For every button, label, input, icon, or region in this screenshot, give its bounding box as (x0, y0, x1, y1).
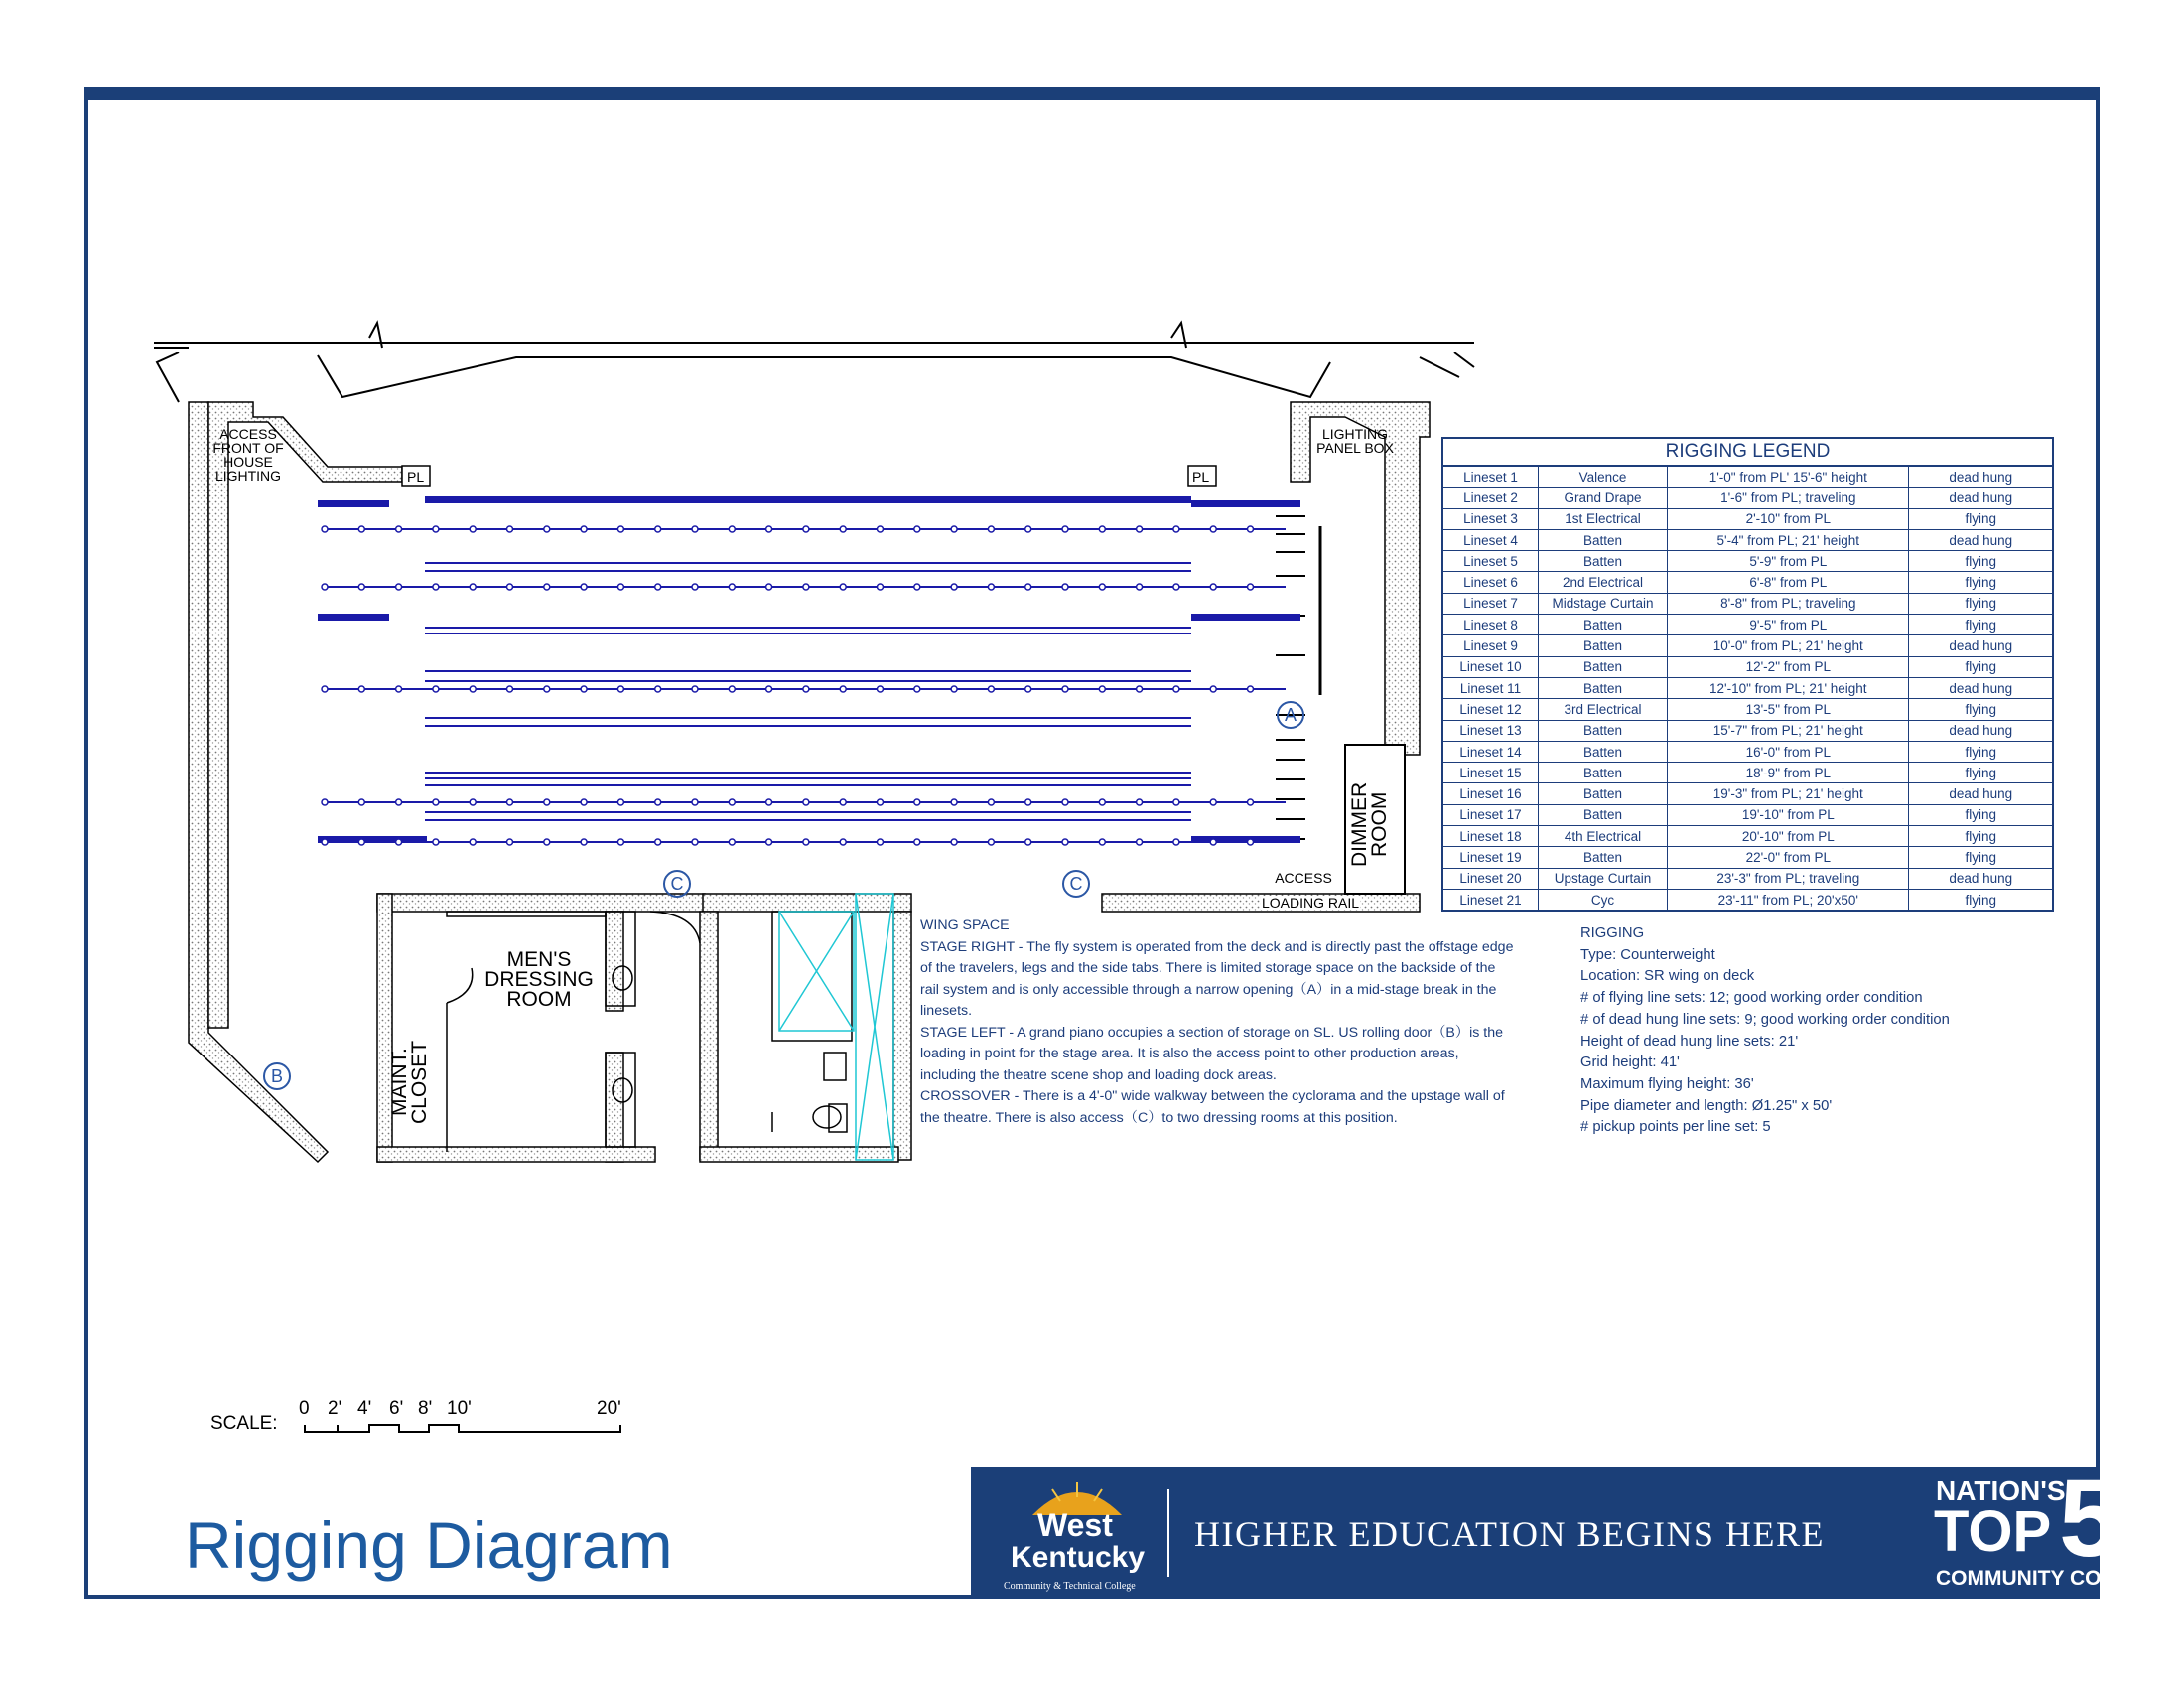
legend-lineset: Lineset 21 (1442, 889, 1538, 911)
pickup-point (1099, 799, 1105, 805)
legend-row (1442, 720, 2053, 741)
legend-distance: 16'-0" from PL (1668, 741, 1909, 762)
pickup-point (396, 584, 402, 590)
legend-distance: 15'-7" from PL; 21' height (1668, 720, 1909, 741)
pickup-point (988, 526, 994, 532)
legend-row (1442, 466, 2053, 488)
scale-tick-8: 8' (418, 1398, 433, 1419)
pickup-point (988, 686, 994, 692)
legend-item: 2nd Electrical (1538, 572, 1667, 593)
legend-type: flying (1909, 826, 2053, 847)
pickup-point (655, 526, 661, 532)
legend-distance: 19'-3" from PL; 21' height (1668, 783, 1909, 804)
legend-item: Batten (1538, 677, 1667, 698)
legend-distance: 22'-0" from PL (1668, 847, 1909, 868)
pickup-point (1137, 799, 1143, 805)
legend-row (1442, 593, 2053, 614)
pickup-point (766, 686, 772, 692)
pickup-point (1248, 584, 1254, 590)
legend-lineset: Lineset 8 (1442, 615, 1538, 635)
legend-type: dead hung (1909, 783, 2053, 804)
legend-lineset: Lineset 19 (1442, 847, 1538, 868)
midstage-band-right (1191, 614, 1300, 621)
pickup-point (951, 799, 957, 805)
legend-item: 4th Electrical (1538, 826, 1667, 847)
rigging-spec-pipe: Pipe diameter and length: Ø1.25" x 50' (1580, 1097, 1833, 1114)
legend-type: flying (1909, 551, 2053, 572)
pickup-point (729, 686, 735, 692)
legend-type: dead hung (1909, 635, 2053, 656)
valence-band-right (1191, 500, 1300, 507)
pickup-point (581, 526, 587, 532)
pickup-point (1025, 526, 1031, 532)
legend-item: Cyc (1538, 889, 1667, 911)
legend-row (1442, 763, 2053, 783)
dimmer-room-label: DIMMER ROOM (1348, 781, 1391, 867)
legend-row (1442, 783, 2053, 804)
legend-lineset: Lineset 15 (1442, 763, 1538, 783)
pickup-point (470, 526, 476, 532)
legend-row (1442, 826, 2053, 847)
pickup-point (1137, 526, 1143, 532)
pickup-point (988, 584, 994, 590)
legend-row (1442, 804, 2053, 825)
pickup-point (358, 799, 364, 805)
legend-type: flying (1909, 699, 2053, 720)
legend-lineset: Lineset 20 (1442, 868, 1538, 889)
scale-tick-4: 4' (357, 1398, 372, 1419)
pickup-point (1137, 686, 1143, 692)
pickup-point (655, 686, 661, 692)
pickup-point (1099, 839, 1105, 845)
wing-space-notes (920, 915, 1516, 1129)
pickup-point (1210, 799, 1216, 805)
legend-distance: 6'-8" from PL (1668, 572, 1909, 593)
legend-type: flying (1909, 741, 2053, 762)
scale-label: SCALE: (210, 1413, 278, 1434)
legend-lineset: Lineset 10 (1442, 656, 1538, 677)
pickup-point (470, 686, 476, 692)
legend-distance: 1'-0" from PL' 15'-6" height (1668, 466, 1909, 488)
pickup-point (433, 839, 439, 845)
stage-left-note: STAGE LEFT - A grand piano occupies a section of storage on SL. US rolling door（B）is the loading in point for the stage area. It is also the access point to other production areas, including the theatre scene shop and loading dock areas. (920, 1024, 1503, 1083)
proscenium-outline (154, 323, 1474, 402)
legend-type: flying (1909, 593, 2053, 614)
linesets-group (318, 496, 1300, 845)
pickup-point (433, 584, 439, 590)
legend-distance: 10'-0" from PL; 21' height (1668, 635, 1909, 656)
pickup-point (1099, 686, 1105, 692)
pickup-point (581, 584, 587, 590)
rigging-legend-heading: RIGGING LEGEND (1442, 438, 2053, 466)
access-foh-label: ACCESS FRONT OF HOUSE LIGHTING (212, 426, 284, 484)
pickup-point (914, 686, 920, 692)
legend-item: Midstage Curtain (1538, 593, 1667, 614)
legend-lineset: Lineset 1 (1442, 466, 1538, 488)
legend-row (1442, 508, 2053, 529)
legend-lineset: Lineset 3 (1442, 508, 1538, 529)
banner-divider (1167, 1489, 1169, 1577)
scale-bar (305, 1425, 620, 1432)
pickup-point (766, 526, 772, 532)
legend-item: 1st Electrical (1538, 508, 1667, 529)
marker-c-left: C (663, 870, 691, 898)
pickup-point (988, 839, 994, 845)
legend-item: Grand Drape (1538, 488, 1667, 508)
pickup-point (617, 584, 623, 590)
banner-tagline: HIGHER EDUCATION BEGINS HERE (1194, 1514, 1825, 1554)
pickup-point (433, 686, 439, 692)
pickup-point (878, 584, 884, 590)
legend-distance: 19'-10" from PL (1668, 804, 1909, 825)
pickup-point (878, 526, 884, 532)
pickup-point (396, 526, 402, 532)
pickup-point (507, 584, 513, 590)
logo-west: West (1037, 1507, 1113, 1543)
pickup-point (878, 686, 884, 692)
legend-type: dead hung (1909, 868, 2053, 889)
legend-row (1442, 635, 2053, 656)
pickup-point (617, 839, 623, 845)
pl-label-left: PL (407, 469, 425, 485)
scale-tick-2: 2' (328, 1398, 342, 1419)
pickup-point (1137, 839, 1143, 845)
legend-row (1442, 868, 2053, 889)
pickup-point (1248, 799, 1254, 805)
valence-band-left (318, 500, 389, 507)
pickup-point (655, 799, 661, 805)
legend-type: flying (1909, 508, 2053, 529)
legend-row (1442, 677, 2053, 698)
pickup-point (1025, 839, 1031, 845)
pickup-point (1173, 839, 1179, 845)
pickup-point (692, 799, 698, 805)
legend-distance: 8'-8" from PL; traveling (1668, 593, 1909, 614)
pickup-point (1025, 584, 1031, 590)
scale-tick-0: 0 (299, 1398, 310, 1419)
pickup-point (1025, 686, 1031, 692)
legend-type: dead hung (1909, 720, 2053, 741)
legend-item: Batten (1538, 783, 1667, 804)
legend-lineset: Lineset 13 (1442, 720, 1538, 741)
legend-item: Batten (1538, 656, 1667, 677)
pickup-point (1173, 799, 1179, 805)
crossover-note: CROSSOVER - There is a 4'-0" wide walkway between the cyclorama and the upstage wall of the theatre. There is also access（C）to two dressing rooms at this position. (920, 1088, 1505, 1126)
pickup-point (655, 839, 661, 845)
pickup-point (617, 686, 623, 692)
pickup-point (322, 526, 328, 532)
pickup-point (617, 526, 623, 532)
pickup-point (988, 799, 994, 805)
legend-row (1442, 572, 2053, 593)
legend-distance: 1'-6" from PL; traveling (1668, 488, 1909, 508)
pickup-point (581, 686, 587, 692)
legend-item: Batten (1538, 847, 1667, 868)
legend-type: dead hung (1909, 466, 2053, 488)
legend-distance: 23'-3" from PL; traveling (1668, 868, 1909, 889)
pickup-point (951, 839, 957, 845)
rigging-spec-pickups: # pickup points per line set: 5 (1580, 1119, 1771, 1136)
legend-item: Batten (1538, 804, 1667, 825)
legend-row (1442, 699, 2053, 720)
loading-rail-label: LOADING RAIL (1261, 895, 1360, 911)
legend-lineset: Lineset 12 (1442, 699, 1538, 720)
marker-a: A (1277, 701, 1304, 729)
legend-item: Batten (1538, 551, 1667, 572)
pickup-point (1210, 686, 1216, 692)
page-title: Rigging Diagram (185, 1508, 673, 1582)
legend-lineset: Lineset 7 (1442, 593, 1538, 614)
legend-distance: 23'-11" from PL; 20'x50' (1668, 889, 1909, 911)
pickup-point (1248, 839, 1254, 845)
pickup-point (1062, 584, 1068, 590)
pickup-point (322, 799, 328, 805)
marker-b: B (263, 1062, 291, 1090)
legend-row (1442, 615, 2053, 635)
pickup-point (729, 839, 735, 845)
rigging-spec-type: Type: Counterweight (1580, 946, 1715, 963)
scale-tick-10: 10' (447, 1398, 472, 1419)
legend-distance: 9'-5" from PL (1668, 615, 1909, 635)
legend-item: Batten (1538, 720, 1667, 741)
pickup-point (617, 799, 623, 805)
pickup-point (544, 839, 550, 845)
pickup-point (1248, 526, 1254, 532)
pickup-point (951, 526, 957, 532)
legend-row (1442, 529, 2053, 550)
pickup-point (951, 686, 957, 692)
legend-item: Upstage Curtain (1538, 868, 1667, 889)
community-college-label: COMMUNITY COLLEGE (1936, 1567, 2171, 1590)
legend-type: flying (1909, 615, 2053, 635)
legend-type: flying (1909, 572, 2053, 593)
pickup-point (470, 799, 476, 805)
loading-rail (1276, 516, 1305, 839)
pickup-point (507, 526, 513, 532)
top-label: TOP (1934, 1499, 2052, 1564)
logo-subtitle: Community & Technical College (1004, 1581, 1136, 1592)
pickup-point (951, 584, 957, 590)
pickup-point (1062, 686, 1068, 692)
top-number: 5 (2059, 1458, 2120, 1580)
pickup-point (1099, 526, 1105, 532)
legend-distance: 13'-5" from PL (1668, 699, 1909, 720)
legend-lineset: Lineset 14 (1442, 741, 1538, 762)
pickup-point (878, 799, 884, 805)
legend-distance: 12'-2" from PL (1668, 656, 1909, 677)
rigging-spec-max-height: Maximum flying height: 36' (1580, 1075, 1754, 1092)
pickup-point (470, 839, 476, 845)
rigging-spec-flying: # of flying line sets: 12; good working order condition (1580, 990, 1923, 1007)
pickup-point (655, 584, 661, 590)
pickup-point (692, 526, 698, 532)
pickup-point (914, 839, 920, 845)
pickup-point (358, 526, 364, 532)
legend-item: Batten (1538, 615, 1667, 635)
rigging-spec-location: Location: SR wing on deck (1580, 968, 1755, 985)
legend-type: flying (1909, 804, 2053, 825)
logo-kentucky: Kentucky (1011, 1541, 1146, 1574)
pickup-point (803, 839, 809, 845)
pickup-point (581, 799, 587, 805)
legend-row (1442, 488, 2053, 508)
pickup-point (581, 839, 587, 845)
legend-lineset: Lineset 5 (1442, 551, 1538, 572)
legend-type: dead hung (1909, 529, 2053, 550)
pickup-point (914, 799, 920, 805)
scale-tick-6: 6' (389, 1398, 404, 1419)
pickup-point (914, 584, 920, 590)
shower-marks (779, 894, 893, 1160)
pickup-point (322, 686, 328, 692)
legend-item: Batten (1538, 763, 1667, 783)
grand-drape-band (425, 496, 1191, 503)
pickup-point (1248, 686, 1254, 692)
pickup-point (840, 584, 846, 590)
pickup-point (1173, 526, 1179, 532)
pickup-point (1173, 686, 1179, 692)
pickup-point (1062, 839, 1068, 845)
legend-type: flying (1909, 656, 2053, 677)
legend-type: flying (1909, 889, 2053, 911)
rigging-spec-dead-height: Height of dead hung line sets: 21' (1580, 1033, 1799, 1050)
legend-lineset: Lineset 18 (1442, 826, 1538, 847)
pickup-point (1173, 584, 1179, 590)
pickup-point (507, 839, 513, 845)
pickup-point (766, 839, 772, 845)
pickup-point (692, 584, 698, 590)
legend-item: Batten (1538, 635, 1667, 656)
pickup-point (729, 526, 735, 532)
pickup-point (840, 686, 846, 692)
pickup-point (914, 526, 920, 532)
pickup-point (358, 686, 364, 692)
pickup-point (1210, 526, 1216, 532)
pickup-point (803, 799, 809, 805)
legend-row (1442, 847, 2053, 868)
legend-row (1442, 656, 2053, 677)
pickup-point (396, 686, 402, 692)
pickup-point (1137, 584, 1143, 590)
marker-c-right: C (1062, 870, 1090, 898)
nations-top-label: NATION'S (1936, 1476, 2066, 1506)
pickup-point (396, 839, 402, 845)
pickup-point (470, 584, 476, 590)
pickup-point (544, 584, 550, 590)
legend-type: flying (1909, 763, 2053, 783)
rigging-spec-grid: Grid height: 41' (1580, 1055, 1680, 1071)
legend-distance: 20'-10" from PL (1668, 826, 1909, 847)
pickup-point (1210, 584, 1216, 590)
pickup-point (840, 799, 846, 805)
legend-lineset: Lineset 16 (1442, 783, 1538, 804)
rigging-spec-dead-hung: # of dead hung line sets: 9; good working order condition (1580, 1011, 1950, 1028)
pickup-point (544, 686, 550, 692)
pickup-point (322, 839, 328, 845)
midstage-band-left (318, 614, 389, 621)
rigging-legend-table (1441, 437, 2054, 912)
pickup-point (1099, 584, 1105, 590)
legend-lineset: Lineset 2 (1442, 488, 1538, 508)
pickup-point (433, 799, 439, 805)
pickup-point (803, 584, 809, 590)
pickup-point (433, 526, 439, 532)
pickup-point (803, 526, 809, 532)
pickup-point (358, 584, 364, 590)
legend-lineset: Lineset 6 (1442, 572, 1538, 593)
pickup-point (766, 799, 772, 805)
maint-closet-label: MAINT. CLOSET (388, 1040, 431, 1125)
mens-dressing-room-label: MEN'S DRESSING ROOM (484, 948, 594, 1011)
legend-type: flying (1909, 847, 2053, 868)
legend-lineset: Lineset 4 (1442, 529, 1538, 550)
legend-row (1442, 889, 2053, 911)
pickup-point (544, 799, 550, 805)
legend-lineset: Lineset 17 (1442, 804, 1538, 825)
legend-row (1442, 551, 2053, 572)
pickup-point (729, 584, 735, 590)
lighting-panel-label: LIGHTING PANEL BOX (1316, 426, 1394, 456)
pickup-point (1062, 799, 1068, 805)
legend-row (1442, 741, 2053, 762)
pickup-point (358, 839, 364, 845)
pickup-point (729, 799, 735, 805)
pickup-point (692, 686, 698, 692)
legend-item: Batten (1538, 529, 1667, 550)
pickup-point (840, 839, 846, 845)
pickup-point (840, 526, 846, 532)
pickup-point (544, 526, 550, 532)
legend-distance: 18'-9" from PL (1668, 763, 1909, 783)
pickup-point (803, 686, 809, 692)
legend-item: 3rd Electrical (1538, 699, 1667, 720)
pickup-point (766, 584, 772, 590)
access-label: ACCESS (1275, 870, 1332, 886)
rigging-spec-heading: RIGGING (1580, 925, 1645, 941)
pickup-point (507, 799, 513, 805)
legend-distance: 5'-9" from PL (1668, 551, 1909, 572)
pickup-point (692, 839, 698, 845)
pickup-point (507, 686, 513, 692)
legend-type: dead hung (1909, 488, 2053, 508)
pickup-point (396, 799, 402, 805)
pickup-point (1210, 839, 1216, 845)
legend-type: dead hung (1909, 677, 2053, 698)
pickup-point (322, 584, 328, 590)
stage-right-note: STAGE RIGHT - The fly system is operated from the deck and is directly past the offstage edge of the travelers, legs and the side tabs. There is limited storage space on the backside of the rail system and is only accessible through a narrow opening（A）in a mid-stage break in the linesets. (920, 938, 1514, 1019)
legend-lineset: Lineset 9 (1442, 635, 1538, 656)
legend-item: Batten (1538, 741, 1667, 762)
legend-lineset: Lineset 11 (1442, 677, 1538, 698)
pickup-point (1025, 799, 1031, 805)
legend-distance: 12'-10" from PL; 21' height (1668, 677, 1909, 698)
rigging-specs (1580, 923, 1950, 1139)
pickup-point (1062, 526, 1068, 532)
scale-tick-20: 20' (597, 1398, 621, 1419)
pickup-point (878, 839, 884, 845)
pl-label-right: PL (1192, 469, 1210, 485)
legend-distance: 5'-4" from PL; 21' height (1668, 529, 1909, 550)
wing-space-heading: WING SPACE (920, 917, 1010, 933)
legend-distance: 2'-10" from PL (1668, 508, 1909, 529)
legend-item: Valence (1538, 466, 1667, 488)
